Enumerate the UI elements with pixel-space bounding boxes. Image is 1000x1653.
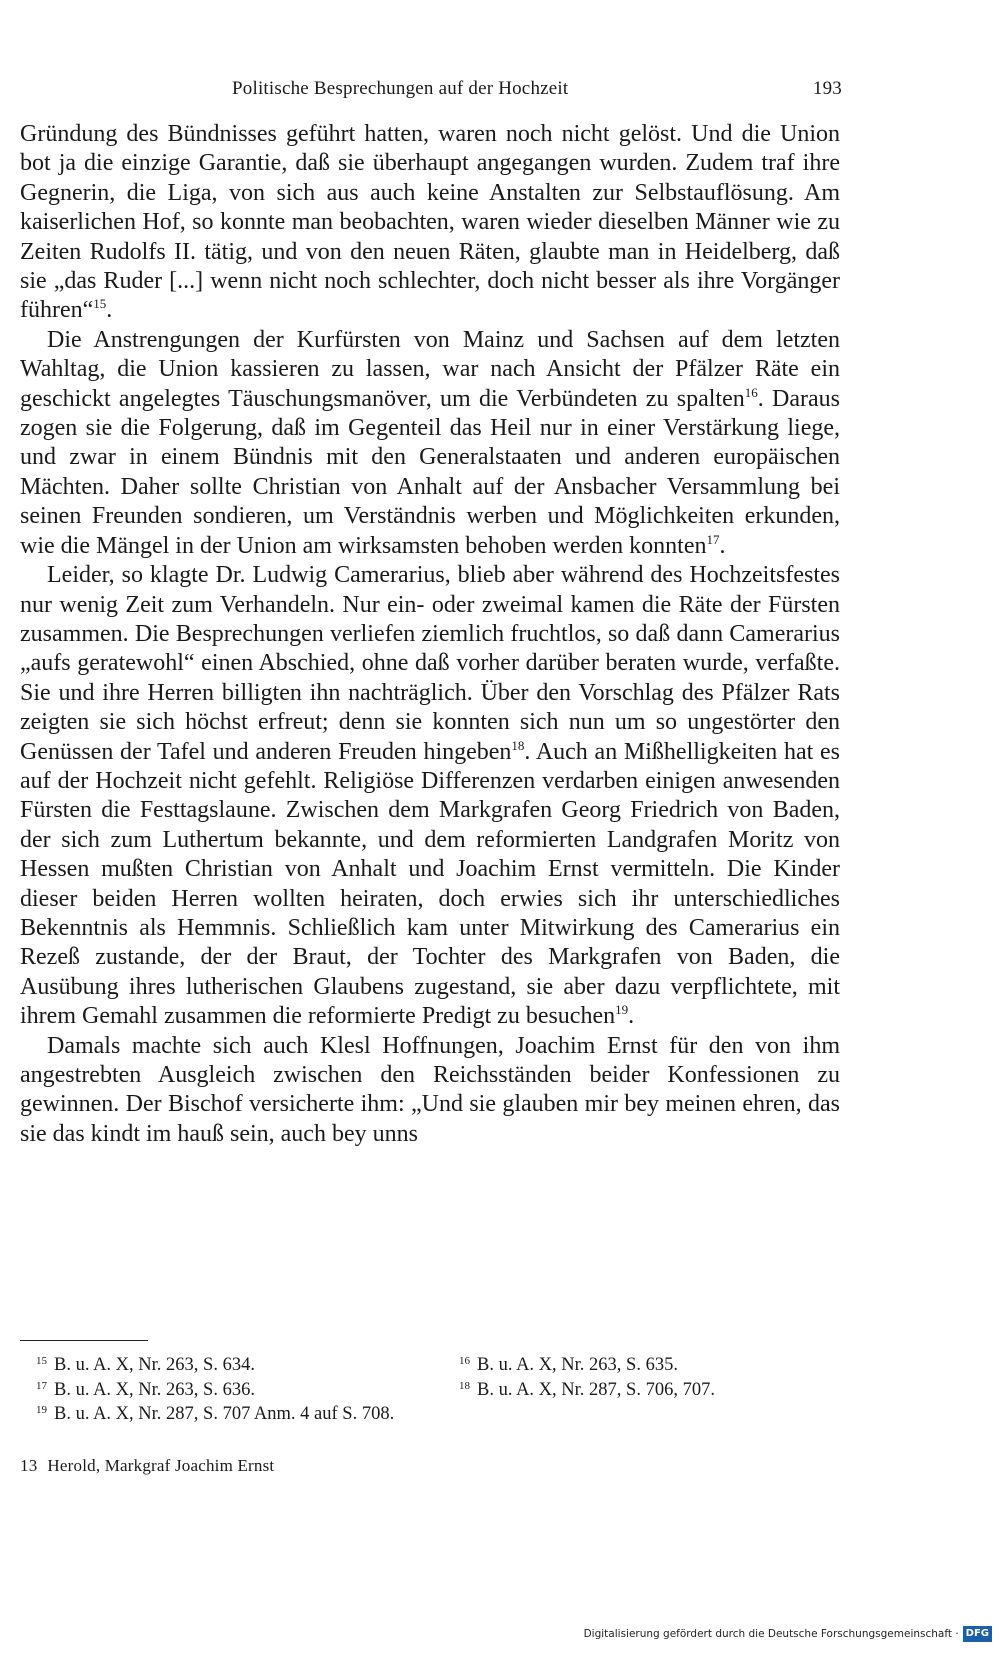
- body-text: [20, 120, 840, 1149]
- footnote-text: B. u. A. X, Nr. 287, S. 706, 707.: [477, 1379, 715, 1400]
- footnote-17: [36, 1378, 255, 1403]
- footnote-18: [459, 1378, 715, 1403]
- dfg-funding-footer: [584, 1625, 992, 1643]
- footnote-ref-16[interactable]: 16: [744, 384, 758, 400]
- footnote-ref-15[interactable]: 15: [93, 296, 107, 312]
- paragraph-1-text-a: Gründung des Bündnisses geführt hatten, waren noch nicht gelöst. Und die Union bot ja die einzige Garantie, daß sie überhaupt angegangen wurden. Zudem traf ihre Gegnerin, die Liga, von sich aus auch keine Anstalten zur Selbstauflösung. Am kaiserlichen Hof, so konnte man beobachten, waren wieder dieselben Männer wie zu Zeiten Rudolfs II. tätig, und von den neuen Räten, glaubte man in Heidelberg, daß sie „das Ruder [...] wenn nicht noch schlechter, doch nicht besser als ihre Vorgänger führen“: [20, 121, 840, 324]
- footnote-row: [36, 1378, 836, 1403]
- paragraph-1-text-b: .: [106, 297, 113, 324]
- footnote-ref-18[interactable]: 18: [511, 737, 525, 753]
- footnote-ref-17[interactable]: 17: [706, 531, 720, 547]
- footnote-number: 16: [459, 1355, 470, 1367]
- paragraph-4-text: Damals machte sich auch Klesl Hoffnungen, Joachim Ernst für den von ihm angestrebten Ausgleich zwischen den Reichsständen beider Konfessionen zu gewinnen. Der Bischof versicherte ihm: „Und sie glauben mir bey meinen ehren, das sie das kindt im hauß sein, auch bey unns: [20, 1032, 840, 1147]
- paragraph-3: [20, 561, 840, 1032]
- paragraph-1: [20, 120, 840, 326]
- footnote-ref-19[interactable]: 19: [615, 1002, 629, 1018]
- footnote-text: B. u. A. X, Nr. 263, S. 634.: [54, 1355, 255, 1375]
- footnote-number: 17: [36, 1379, 47, 1392]
- funding-text: Digitalisierung gefördert durch die Deutsche Forschungsgemeinschaft ·: [583, 1628, 959, 1640]
- paragraph-2-text-c: .: [719, 532, 726, 559]
- footnote-number: 18: [459, 1379, 470, 1392]
- paragraph-3-text-b: . Auch an Mißhelligkeiten hat es auf der Hochzeit nicht gefehlt. Religiöse Differenzen verdarben einigen anwesenden Fürsten die Festtagslaune. Zwischen dem Markgrafen Georg Friedrich von Baden, der sich zum Luthertum bekannte, und dem reformierten Landgrafen Moritz von Hessen mußten Christian von Anhalt und Joachim Ernst vermitteln. Die Kinder dieser beiden Herren wollten heiraten, doch erwies sich ihr unterschiedliches Bekenntnis als Hemmnis. Schließlich kam unter Mitwirkung des Camerarius ein Rezeß zustande, der der Braut, der Tochter des Markgrafen von Baden, die Ausübung ihres lutherischen Glaubens zugestand, sie aber dazu verpflichtete, mit ihrem Gemahl zusammen die reformierte Predigt zu besuchen: [20, 738, 840, 1030]
- paragraph-2-text-a: Die Anstrengungen der Kurfürsten von Mainz und Sachsen auf dem letzten Wahltag, die Union kassieren zu lassen, war nach Ansicht der Pfälzer Räte ein geschickt angelegtes Täuschungsmanöver, um die Verbündeten zu spalten: [20, 326, 840, 412]
- footnote-text: B. u. A. X, Nr. 263, S. 635.: [477, 1355, 678, 1375]
- signature-number: 13: [20, 1456, 38, 1475]
- footnote-16: [459, 1353, 678, 1378]
- footnotes: [36, 1353, 836, 1427]
- footnote-15: [36, 1353, 255, 1378]
- footnote-row: [36, 1353, 836, 1378]
- paragraph-3-text-c: .: [628, 1003, 635, 1030]
- paragraph-2: [20, 326, 840, 561]
- footnote-19: [36, 1402, 394, 1427]
- footnote-text: B. u. A. X, Nr. 287, S. 707 Anm. 4 auf S. 708.: [54, 1404, 395, 1424]
- printer-signature: [20, 1456, 274, 1476]
- paragraph-4: [20, 1032, 840, 1150]
- page-number: 193: [812, 78, 842, 99]
- footnote-number: 15: [36, 1355, 47, 1367]
- dfg-logo-icon[interactable]: DFG: [963, 1626, 992, 1642]
- footnote-row: [36, 1402, 836, 1427]
- footnote-text: B. u. A. X, Nr. 263, S. 636.: [54, 1379, 255, 1400]
- signature-text: Herold, Markgraf Joachim Ernst: [47, 1456, 275, 1475]
- footnote-number: 19: [36, 1404, 47, 1416]
- paragraph-3-text-a: Leider, so klagte Dr. Ludwig Camerarius, blieb aber während des Hochzeitsfestes nur wenig Zeit zum Verhandeln. Nur ein- oder zweimal kamen die Räte der Fürsten zusammen. Die Besprechungen verliefen ziemlich fruchtlos, so daß dann Camerarius „aufs geratewohl“ einen Abschied, ohne daß vorher darüber beraten wurde, verfaßte. Sie und ihre Herren billigten ihn nachträglich. Über den Vorschlag des Pfälzer Rats zeigten sie sich höchst erfreut; denn sie konnten sich nun um so ungestörter den Genüssen der Tafel und anderen Freuden hingeben: [20, 562, 840, 765]
- paragraph-2-text-b: . Daraus zogen sie die Folgerung, daß im Gegenteil das Heil nur in einer Verstärkung liege, und zwar in einem Bündnis mit den Generalstaaten und anderen europäischen Mächten. Daher sollte Christian von Anhalt auf der Ansbacher Versammlung bei seinen Freunden sondieren, um Verständnis werben und Möglichkeiten erkunden, wie die Mängel in der Union am wirksamsten behoben werden konnten: [20, 385, 841, 559]
- running-head-title: Politische Besprechungen auf der Hochzeit: [232, 78, 569, 99]
- footnote-rule: [20, 1340, 148, 1341]
